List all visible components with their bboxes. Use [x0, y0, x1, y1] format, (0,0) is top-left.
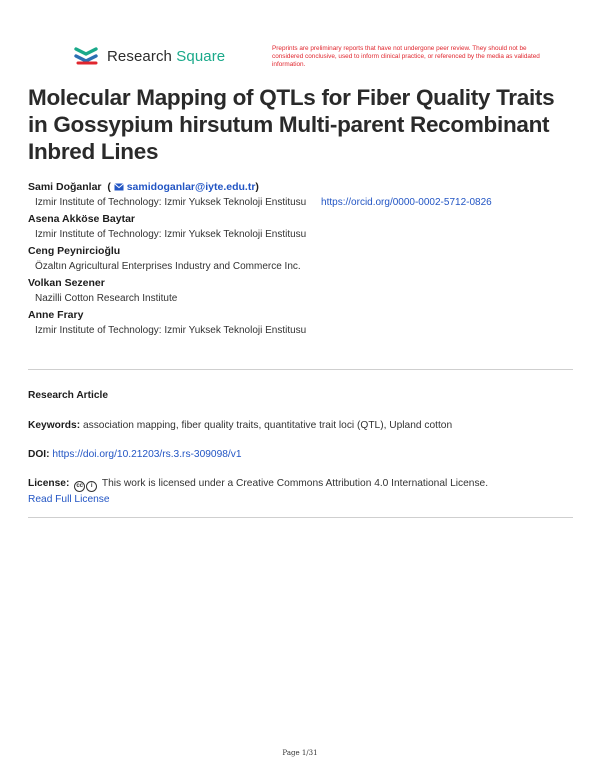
- doi-link[interactable]: https://doi.org/10.21203/rs.3.rs-309098/v1: [52, 449, 242, 460]
- paper-title: Molecular Mapping of QTLs for Fiber Quality Traits in Gossypium hirsutum Multi-parent Recombinant Inbred Lines: [28, 85, 555, 164]
- research-square-logo-icon: [74, 46, 100, 66]
- keywords-value: association mapping, fiber quality traits, quantitative trait loci (QTL), Upland cotton: [82, 420, 453, 431]
- keywords: [28, 418, 576, 433]
- by-icon: i: [86, 481, 97, 492]
- author-name: Asena Akköse Baytar: [28, 213, 135, 225]
- author-name: Anne Frary: [28, 309, 84, 321]
- license: [28, 476, 576, 507]
- keywords-label: Keywords:: [28, 420, 81, 431]
- author-entry: [28, 276, 588, 306]
- author-name: Sami Doğanlar: [28, 181, 102, 193]
- doi: [28, 447, 576, 462]
- email-link[interactable]: samidoganlar@iyte.edu.tr: [114, 181, 256, 193]
- author-affiliation: Izmir Institute of Technology: Izmir Yuksek Teknoloji Enstitusu: [35, 229, 307, 240]
- author-affiliation: Izmir Institute of Technology: Izmir Yuksek Teknoloji Enstitusu: [35, 325, 307, 336]
- read-full-license-link[interactable]: Read Full License: [28, 494, 110, 505]
- logo-wordmark: Research Square: [107, 47, 226, 65]
- author-entry: [28, 244, 588, 274]
- author-entry: [28, 308, 588, 338]
- page-number: Page 1/31: [282, 749, 318, 757]
- article-type: Research Article: [28, 390, 109, 401]
- author-affiliation: Izmir Institute of Technology: Izmir Yuksek Teknoloji Enstitusu: [35, 197, 307, 208]
- cc-icon: cc: [74, 481, 85, 492]
- preprint-disclaimer: Preprints are preliminary reports that have not undergone peer review. They should not be considered conclusive, used to inform clinical practice, or referenced by the media as validated information.: [272, 45, 540, 68]
- author-affiliation: Özaltın Agricultural Enterprises Industry and Commerce Inc.: [35, 261, 301, 272]
- license-label: License:: [28, 478, 70, 489]
- envelope-icon: [114, 183, 124, 191]
- author-affiliation: Nazilli Cotton Research Institute: [35, 293, 178, 304]
- divider: [28, 369, 573, 370]
- author-name: Volkan Sezener: [28, 277, 105, 289]
- author-entry: Sami Doğanlar ( samidoganlar@iyte.edu.tr) Izmir Institute of Technology: Izmir Yuksek Teknoloji Enstitusu https://orcid.org/0000-0002-5712-0826: [28, 181, 492, 208]
- author-name: Ceng Peynircioğlu: [28, 245, 121, 257]
- author-entry: [28, 212, 588, 242]
- divider: [28, 517, 573, 518]
- doi-label: DOI:: [28, 449, 50, 460]
- research-square-logo[interactable]: [74, 46, 225, 66]
- orcid-link[interactable]: https://orcid.org/0000-0002-5712-0826: [321, 197, 492, 208]
- license-text: This work is licensed under a Creative Commons Attribution 4.0 International License.: [101, 478, 489, 489]
- author-list: [28, 180, 588, 340]
